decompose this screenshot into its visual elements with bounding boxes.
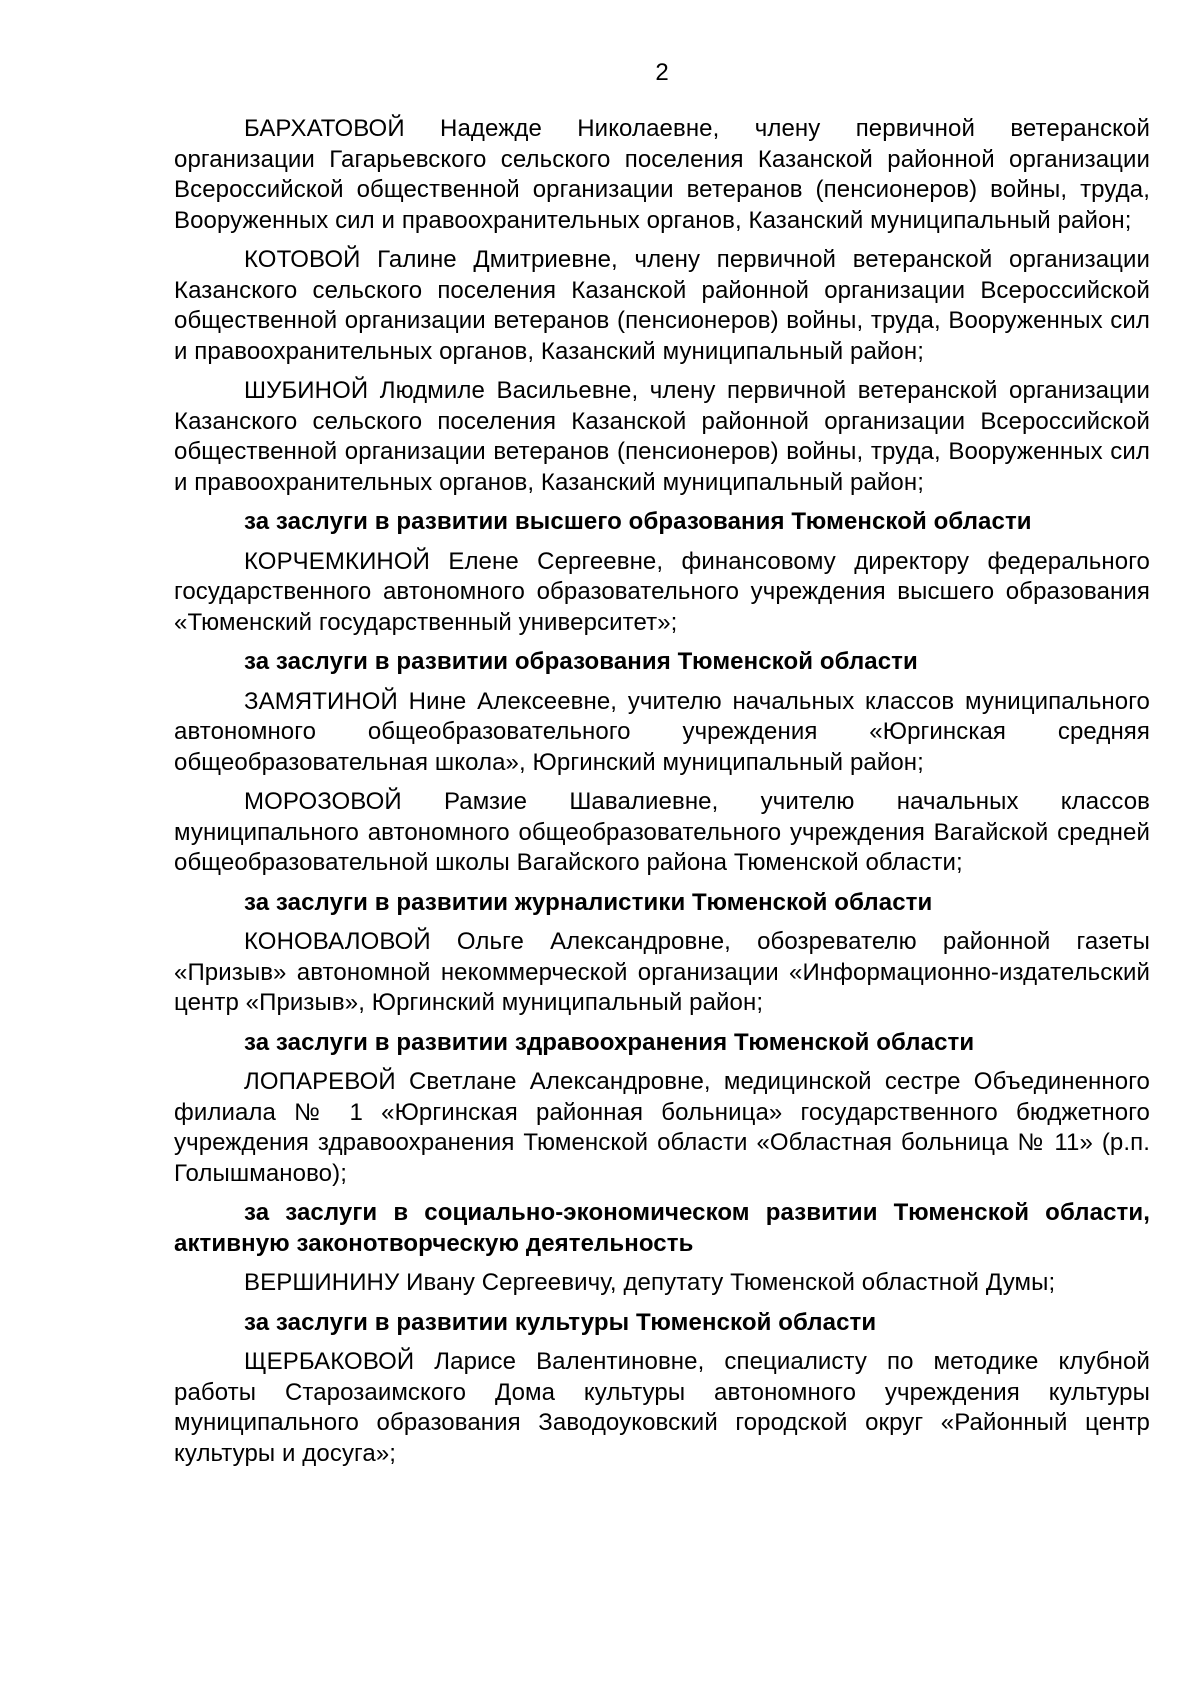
award-entry-lopareva: ЛОПАРЕВОЙ Светлане Александровне, медицинской сестре Объединенного филиала № 1 «Юргинская районная больница» государственного бюджетного учреждения здравоохранения Тюменской области «Областная больница № 11» (р.п. Голышманово); — [174, 1068, 1150, 1187]
section-heading-healthcare: за заслуги в развитии здравоохранения Тюменской области — [244, 1028, 975, 1056]
page-number: 2 — [655, 59, 669, 86]
document-body — [174, 114, 1150, 1478]
section-heading-higher-education: за заслуги в развитии высшего образования Тюменской области — [244, 508, 1032, 535]
section-heading-education: за заслуги в развитии образования Тюменской области — [244, 648, 918, 675]
award-entry-konovalova: КОНОВАЛОВОЙ Ольге Александровне, обозревателю районной газеты «Призыв» автономной некоммерческой организации «Информационно-издательский центр «Призыв», Юргинский муниципальный район; — [174, 928, 1150, 1016]
section-heading-journalism: за заслуги в развитии журналистики Тюменской области — [244, 888, 933, 916]
award-entry-shcherbakova: ЩЕРБАКОВОЙ Ларисе Валентиновне, специалисту по методике клубной работы Старозаимского Дома культуры автономного учреждения культуры муниципального образования Заводоуковский городской округ «Районный центр культуры и досуга»; — [174, 1348, 1150, 1467]
section-heading-culture: за заслуги в развитии культуры Тюменской области — [244, 1308, 877, 1336]
award-entry-zamyatina: ЗАМЯТИНОЙ Нине Алексеевне, учителю начальных классов муниципального автономного общеобразовательного учреждения «Юргинская средняя общеобразовательная школа», Юргинский муниципальный район; — [174, 687, 1150, 776]
section-heading-socioeconomic: за заслуги в социально-экономическом развитии Тюменской области, активную законотворческую деятельность — [174, 1199, 1150, 1257]
award-entry-kotova: КОТОВОЙ Галине Дмитриевне, члену первичной ветеранской организации Казанского сельского поселения Казанской районной организации Всероссийской общественной организации ветеранов (пенсионеров) войны, труда, Вооруженных сил и правоохранительных органов, Казанский муниципальный район; — [174, 246, 1150, 365]
award-entry-barkhatova: БАРХАТОВОЙ Надежде Николаевне, члену первичной ветеранской организации Гагарьевского сельского поселения Казанской районной организации Всероссийской общественной организации ветеранов (пенсионеров) войны, труда, Вооруженных сил и правоохранительных органов, Казанский муниципальный район; — [174, 115, 1150, 234]
award-entry-korchemkina: КОРЧЕМКИНОЙ Елене Сергеевне, финансовому директору федерального государственного автономного образовательного учреждения высшего образования «Тюменский государственный университет»; — [174, 547, 1150, 636]
award-entry-morozova: МОРОЗОВОЙ Рамзие Шавалиевне, учителю начальных классов муниципального автономного общеобразовательного учреждения Вагайской средней общеобразовательной школы Вагайского района Тюменской области; — [174, 788, 1150, 876]
award-entry-shubina: ШУБИНОЙ Людмиле Васильевне, члену первичной ветеранской организации Казанского сельского поселения Казанской районной организации Всероссийской общественной организации ветеранов (пенсионеров) войны, труда, Вооруженных сил и правоохранительных органов, Казанский муниципальный район; — [174, 377, 1150, 496]
award-entry-vershinin: ВЕРШИНИНУ Ивану Сергеевичу, депутату Тюменской областной Думы; — [244, 1269, 1056, 1296]
